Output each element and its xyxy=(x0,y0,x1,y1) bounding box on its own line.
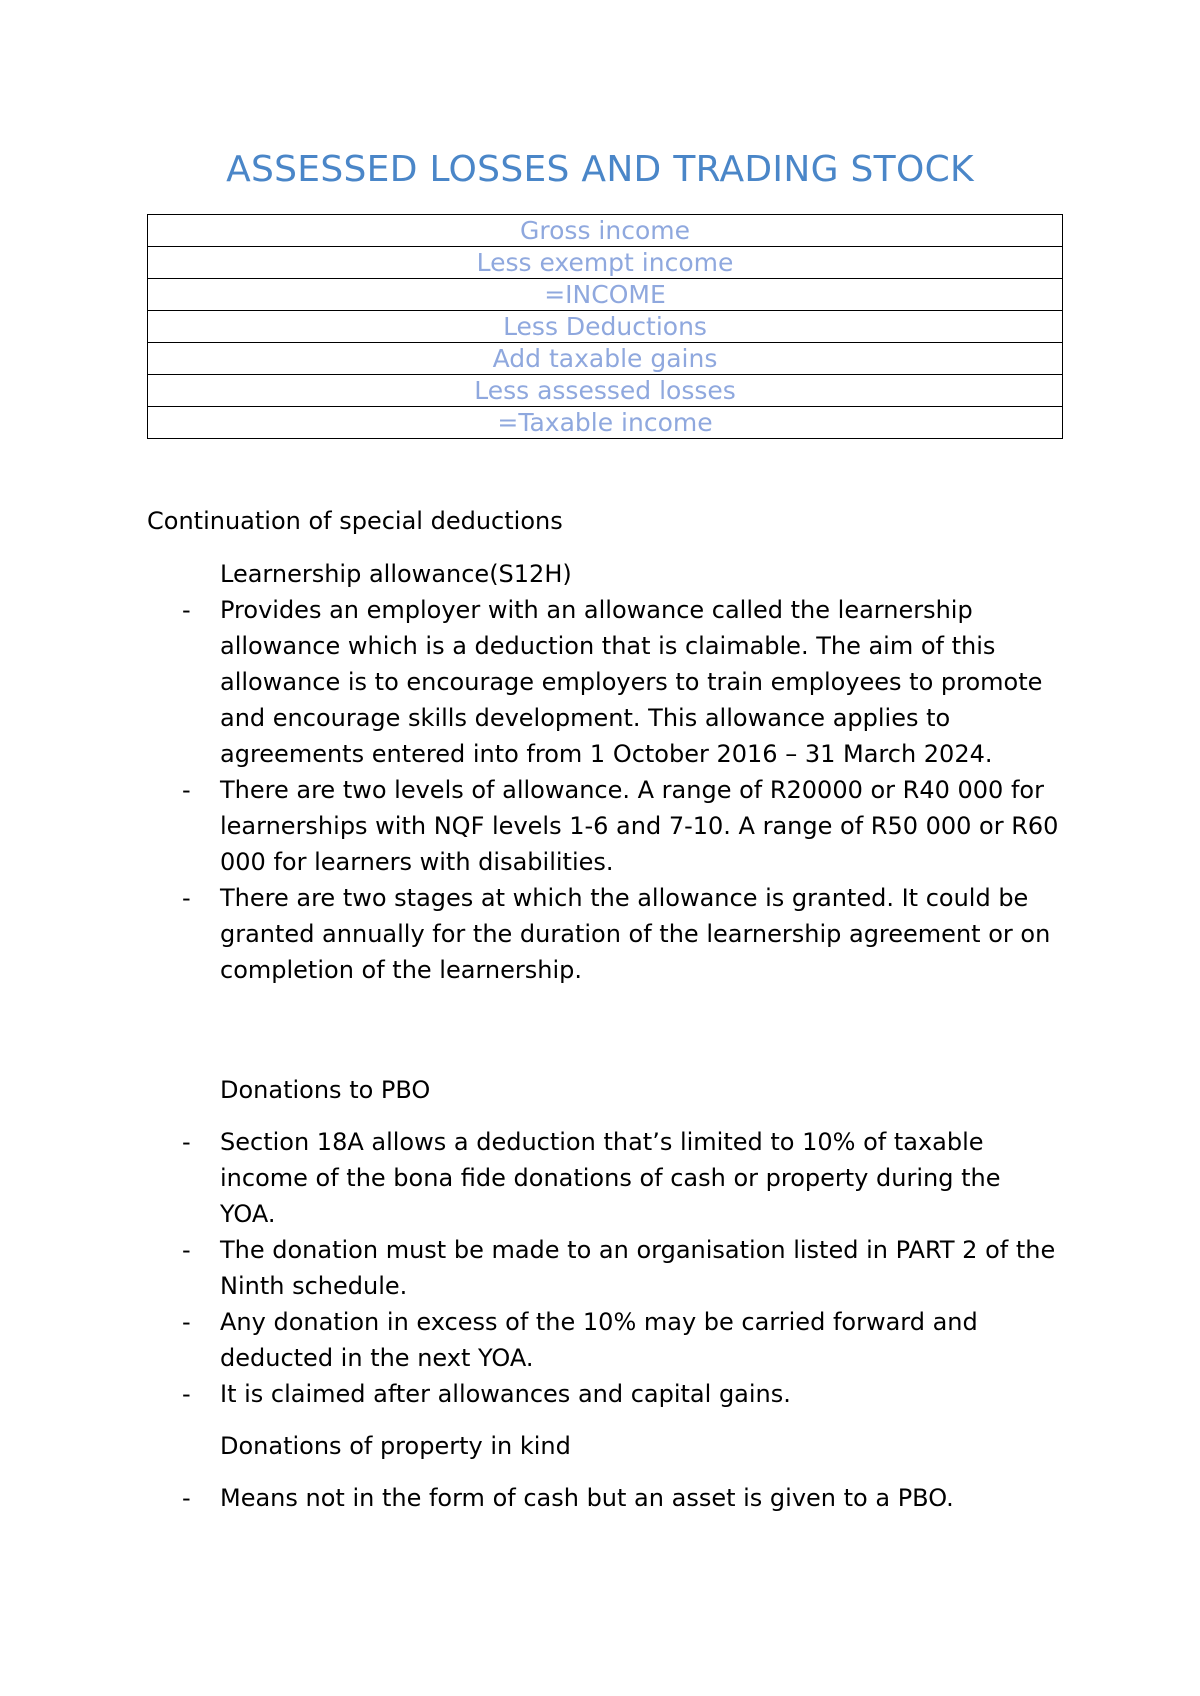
list-item xyxy=(180,1376,1060,1412)
list-item xyxy=(180,1232,1060,1304)
list-item xyxy=(180,1124,1060,1232)
table-row xyxy=(148,407,1063,439)
bullet-dash: - xyxy=(182,1308,191,1336)
section-heading-property-in-kind: Donations of property in kind xyxy=(220,1432,571,1460)
list-item xyxy=(180,1480,1060,1516)
table-cell: Less exempt income xyxy=(148,247,1063,279)
list-item-text: Provides an employer with an allowance called the learnership allowance which is a deduction that is claimable. The aim of this allowance is to encourage employers to train employees to promote and encourage skills development. This allowance applies to agreements entered into from 1 October 2016 – 31 March 2024. xyxy=(220,596,1043,768)
table-row xyxy=(148,311,1063,343)
list-item xyxy=(180,880,1060,988)
list-item xyxy=(180,1304,1060,1376)
list-item-text: There are two levels of allowance. A range of R20000 or R40 000 for learnerships with NQF levels 1-6 and 7-10. A range of R50 000 or R60 000 for learners with disabilities. xyxy=(220,776,1059,876)
list-item-text: It is claimed after allowances and capital gains. xyxy=(220,1380,791,1408)
bullet-list-property-in-kind xyxy=(180,1480,1060,1516)
list-item-text: There are two stages at which the allowance is granted. It could be granted annually for the duration of the learnership agreement or on completion of the learnership. xyxy=(220,884,1051,984)
table-row xyxy=(148,215,1063,247)
bullet-dash: - xyxy=(182,596,191,624)
bullet-list-learnership xyxy=(180,592,1060,988)
table-cell: =INCOME xyxy=(148,279,1063,311)
table-cell: Gross income xyxy=(148,215,1063,247)
bullet-list-donations-pbo xyxy=(180,1124,1060,1412)
table-row xyxy=(148,343,1063,375)
section-heading-donations-pbo: Donations to PBO xyxy=(220,1076,431,1104)
table-cell: Less assessed losses xyxy=(148,375,1063,407)
table-row xyxy=(148,375,1063,407)
bullet-dash: - xyxy=(182,1484,191,1512)
table-cell: Add taxable gains xyxy=(148,343,1063,375)
list-item-text: Means not in the form of cash but an asset is given to a PBO. xyxy=(220,1484,954,1512)
table-cell: Less Deductions xyxy=(148,311,1063,343)
bullet-dash: - xyxy=(182,1236,191,1264)
list-item-text: Section 18A allows a deduction that’s limited to 10% of taxable income of the bona fide donations of cash or property during the YOA. xyxy=(220,1128,1001,1228)
table-row xyxy=(148,247,1063,279)
table-row xyxy=(148,279,1063,311)
bullet-dash: - xyxy=(182,1380,191,1408)
bullet-dash: - xyxy=(182,776,191,804)
income-calculation-table xyxy=(147,214,1063,439)
section-intro: Continuation of special deductions xyxy=(147,507,563,535)
table-cell: =Taxable income xyxy=(148,407,1063,439)
list-item-text: The donation must be made to an organisation listed in PART 2 of the Ninth schedule. xyxy=(220,1236,1056,1300)
bullet-dash: - xyxy=(182,1128,191,1156)
list-item xyxy=(180,772,1060,880)
bullet-dash: - xyxy=(182,884,191,912)
section-heading-learnership: Learnership allowance(S12H) xyxy=(220,560,572,588)
list-item xyxy=(180,592,1060,772)
page-title: ASSESSED LOSSES AND TRADING STOCK xyxy=(226,149,974,190)
list-item-text: Any donation in excess of the 10% may be carried forward and deducted in the next YOA. xyxy=(220,1308,978,1372)
